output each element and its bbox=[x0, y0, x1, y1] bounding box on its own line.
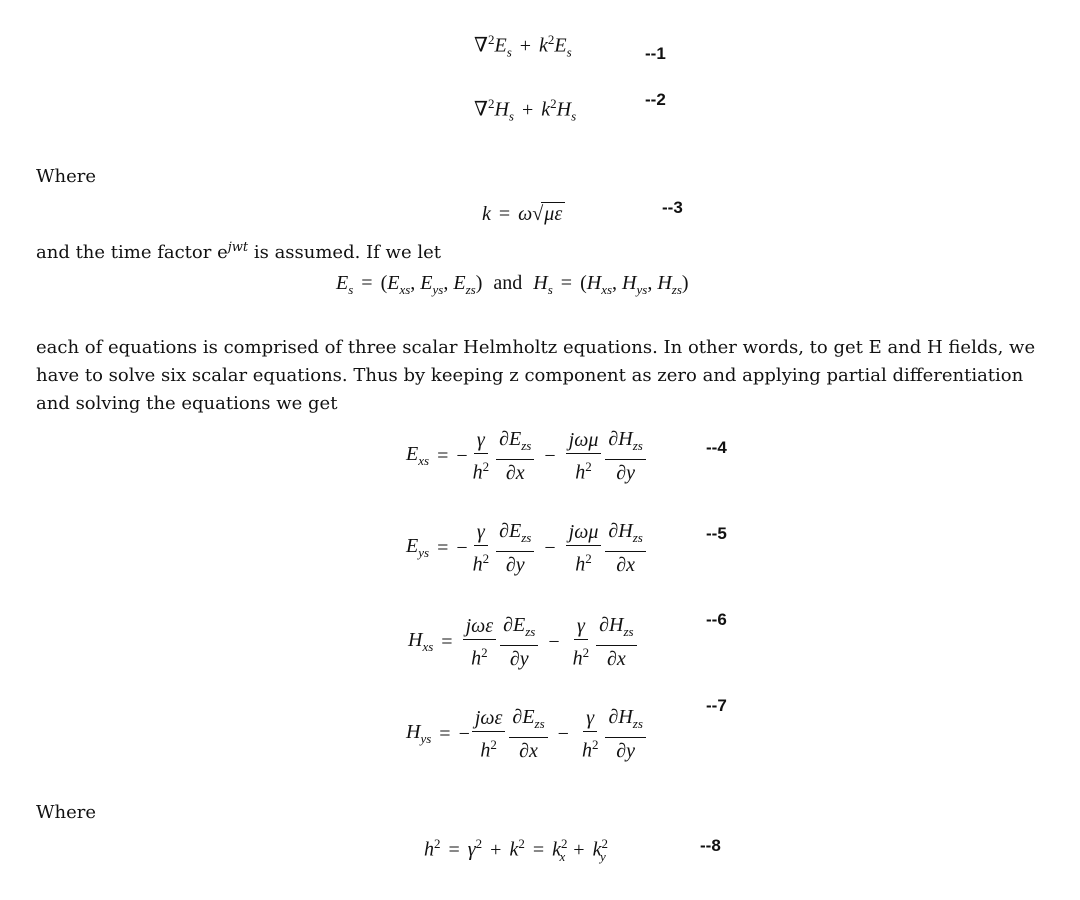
time-factor-text: and the time factor $e^{jwt}$ is assumed. If we let bbox=[36, 240, 441, 263]
equation-number-5: --5 bbox=[706, 524, 727, 543]
equation-6: $H_{xs}$ = $\frac{\text{jωε}}{h^2}$ $\frac{\partial E_{zs}}{\partial y}$ − $\frac{\gamma}{h^2}$ $\frac{\partial H_{zs}}{\partial x}$ bbox=[408, 614, 639, 670]
body-paragraph: each of equations is comprised of three scalar Helmholtz equations. In other words, to get E and H fields, we have to solve six scalar equations. Thus by keeping z component as zero and applying partial differentiation and solving the equations we get bbox=[36, 337, 1036, 414]
equation-number-8: --8 bbox=[700, 836, 721, 855]
equation-7: $H_{ys}$ = − $\frac{\text{jωε}}{h^2}$ $\frac{\partial E_{zs}}{\partial x}$ − $\frac{\gamma}{h^2}$ $\frac{\partial H_{zs}}{\partial y}$ bbox=[406, 706, 648, 762]
equation-number-1: --1 bbox=[645, 44, 666, 63]
where-label-2: Where bbox=[36, 802, 97, 823]
equation-8: $h^2 = \gamma^2 + k^2 = k^2_x + k^2_y$ bbox=[424, 836, 608, 864]
equation-1: $\nabla^2E_s + k^2E_s$ bbox=[474, 32, 572, 60]
equation-number-6: --6 bbox=[706, 610, 727, 629]
equation-4: $E_{xs}$ = − $\frac{\gamma}{h^2}$ $\frac{\partial E_{zs}}{\partial x}$ − $\frac{\text{jωμ}}{h^2}$ $\frac{\partial H_{zs}}{\partial y}$ bbox=[406, 428, 648, 484]
equation-3: k = ω√με bbox=[482, 202, 565, 226]
equation-number-4: --4 bbox=[706, 438, 727, 457]
where-label-1: Where bbox=[36, 166, 97, 187]
equation-number-7: --7 bbox=[706, 696, 727, 715]
equation-5: $E_{ys}$ = − $\frac{\gamma}{h^2}$ $\frac{\partial E_{zs}}{\partial y}$ − $\frac{\text{jωμ}}{h^2}$ $\frac{\partial H_{zs}}{\partial x}$ bbox=[406, 520, 648, 576]
equation-number-2: --2 bbox=[645, 90, 666, 109]
equation-2: $\nabla^2H_s + k^2H_s$ bbox=[474, 96, 577, 124]
equation-number-3: --3 bbox=[662, 198, 683, 217]
field-definition: $E_s = (E_{xs}$, $E_{ys}$, $E_{zs}$) and $H_s = (H_{xs}$, $H_{ys}$, $H_{zs}$) bbox=[336, 272, 689, 297]
